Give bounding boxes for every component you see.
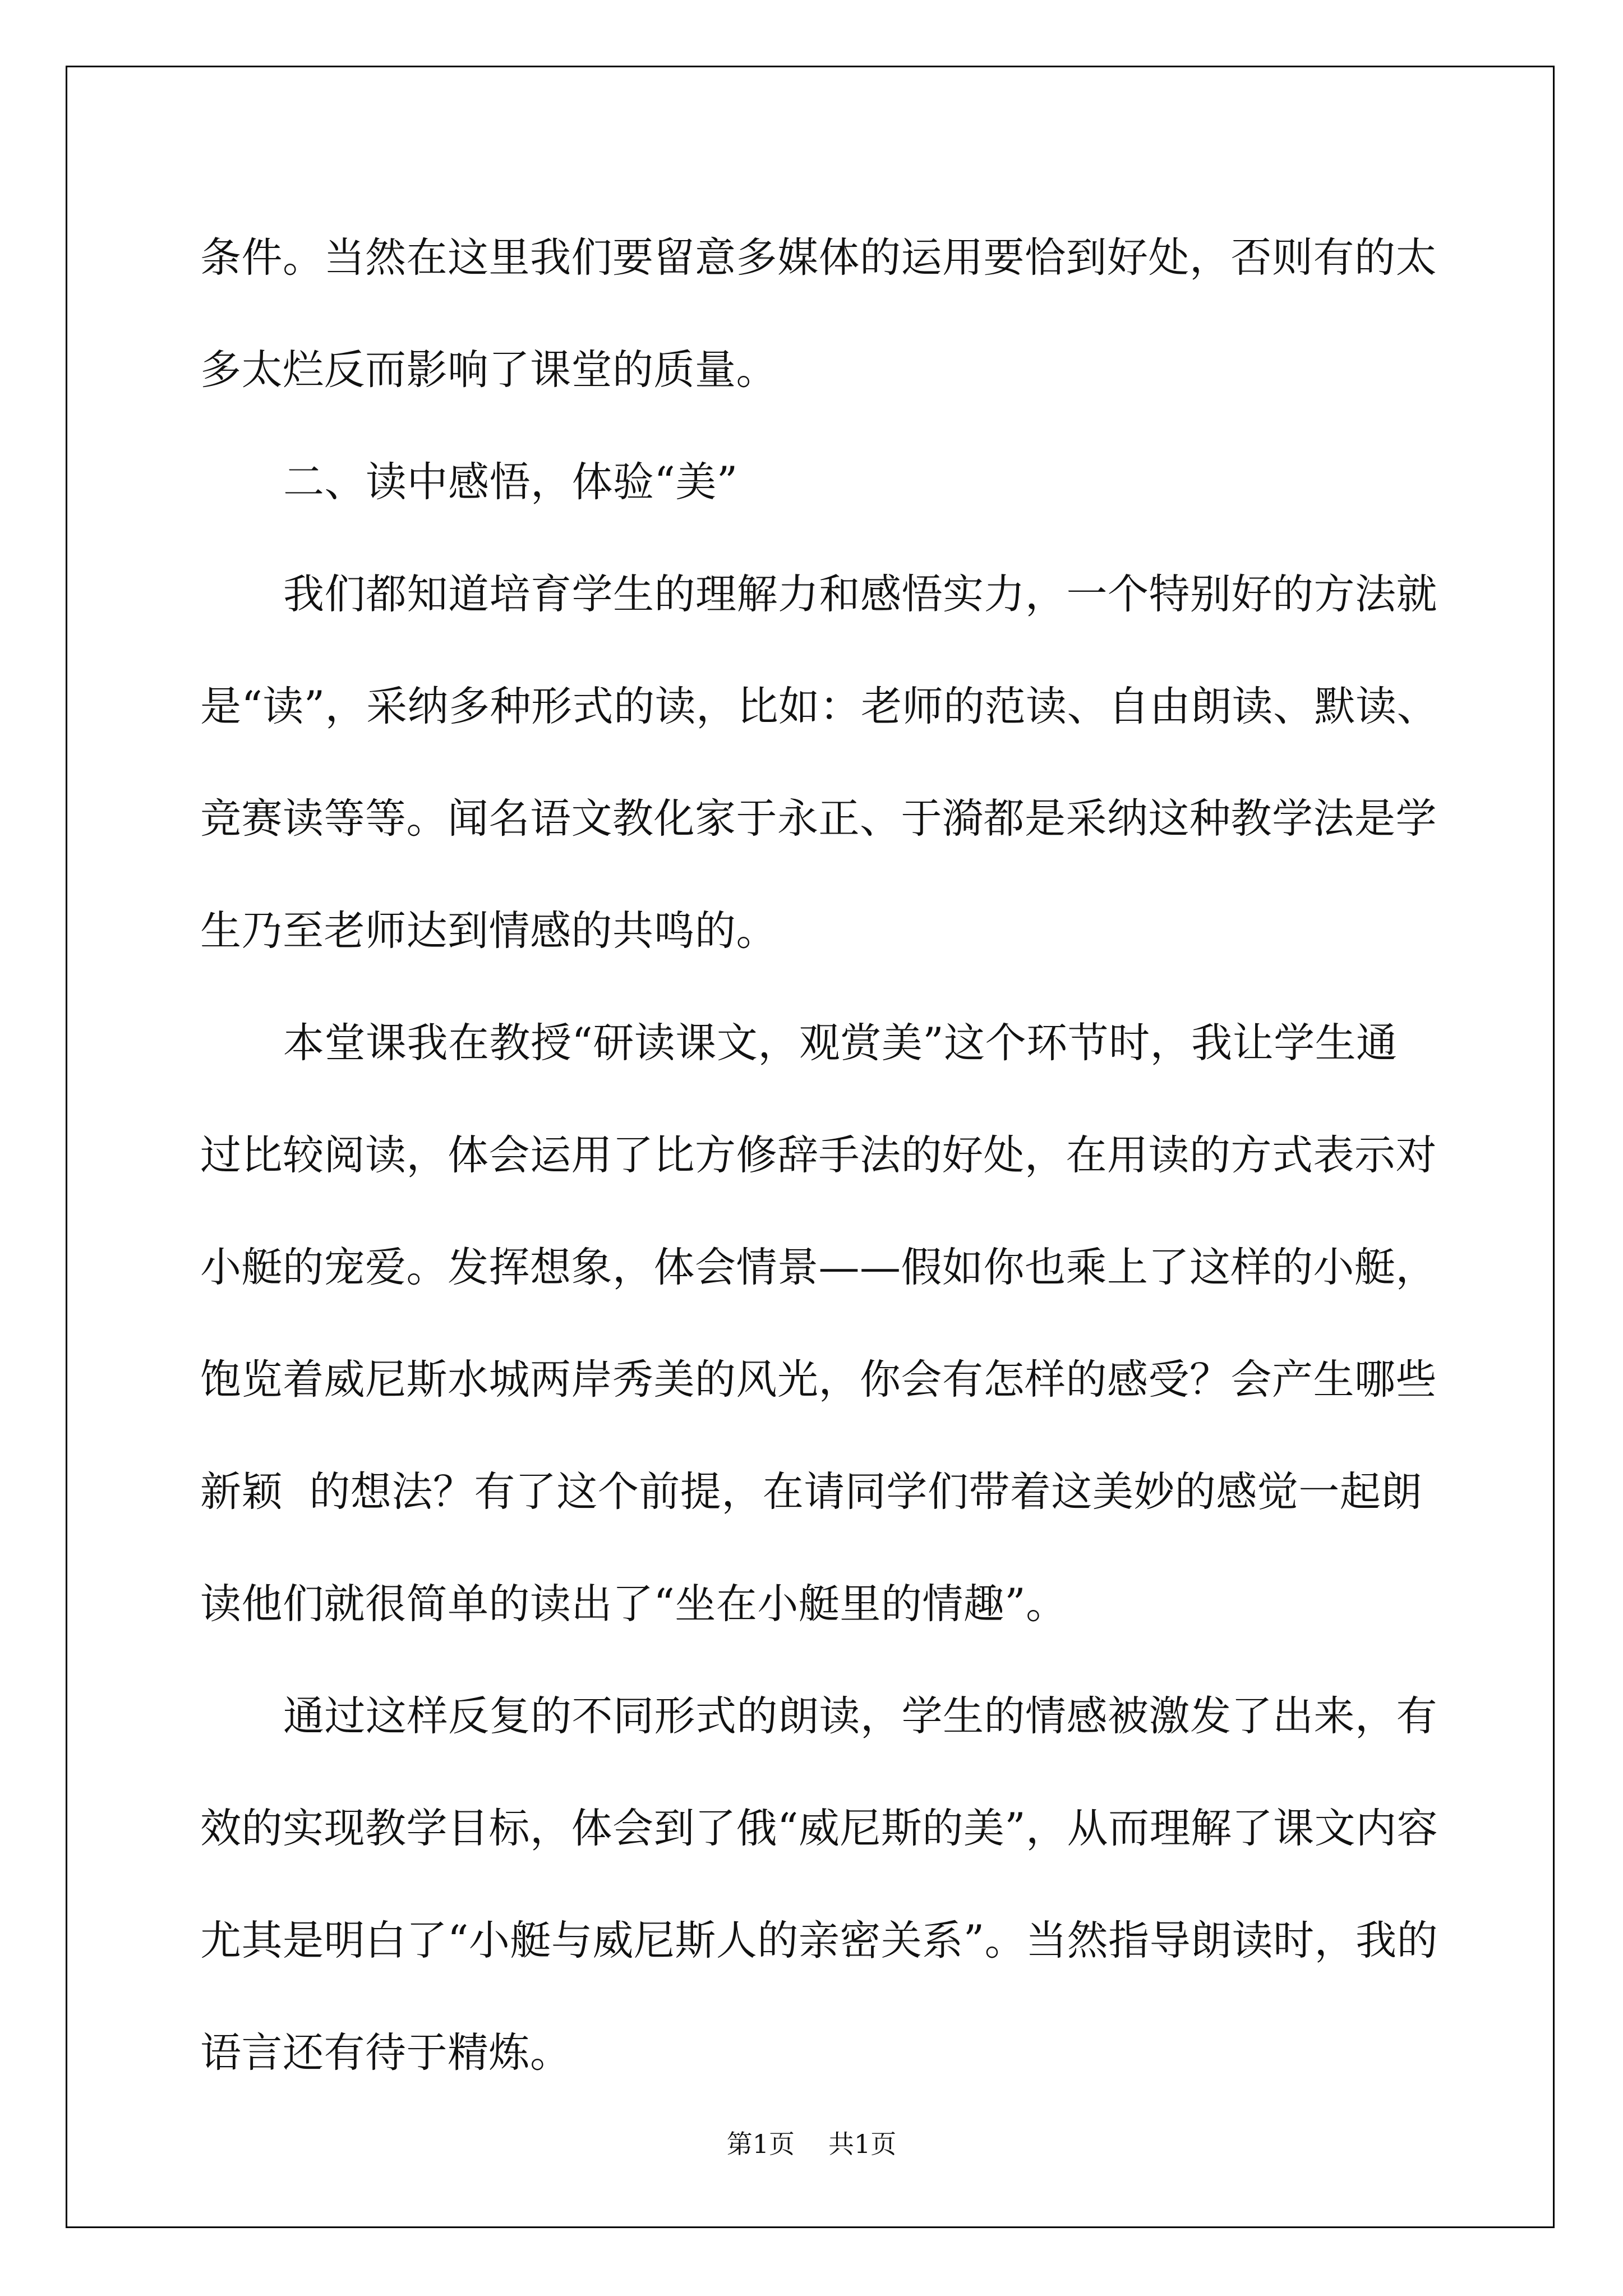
text-line-17: 语言还有待于精炼。 bbox=[200, 2029, 571, 2077]
document-body bbox=[200, 202, 1473, 2109]
text-line-8: 本堂课我在教授“研读课文，观赏美”这个环节时，我让学生通 bbox=[283, 1019, 1398, 1067]
text-line-13: 读他们就很简单的读出了“坐在小艇里的情趣”。 bbox=[200, 1580, 1067, 1628]
text-line-6: 竞赛读等等。闻名语文教化家于永正、于漪都是采纳这种教学法是学 bbox=[200, 795, 1437, 843]
section-heading: 二、读中感悟，体验“美” bbox=[283, 458, 738, 506]
text-line-15: 效的实现教学目标，体会到了俄“威尼斯的美”，从而理解了课文内容 bbox=[200, 1805, 1438, 1852]
text-line-14: 通过这样反复的不同形式的朗读，学生的情感被激发了出来，有 bbox=[283, 1692, 1437, 1740]
page-footer bbox=[0, 2127, 1623, 2161]
text-line-9: 过比较阅读，体会运用了比方修辞手法的好处，在用读的方式表示对 bbox=[200, 1131, 1437, 1179]
page-total: 共1页 bbox=[828, 2129, 897, 2159]
text-line-4: 我们都知道培育学生的理解力和感悟实力，一个特别好的方法就 bbox=[283, 570, 1437, 618]
text-line-11: 饱览着威尼斯水城两岸秀美的风光，你会有怎样的感受？会产生哪些 bbox=[200, 1356, 1437, 1404]
text-line-12: 新颖 的想法？有了这个前提，在请同学们带着这美妙的感觉一起朗 bbox=[200, 1468, 1422, 1516]
text-line-2: 多太烂反而影响了课堂的质量。 bbox=[200, 346, 777, 394]
text-line-16: 尤其是明白了“小艇与威尼斯人的亲密关系”。当然指导朗读时，我的 bbox=[200, 1917, 1438, 1964]
page-number: 第1页 bbox=[726, 2129, 795, 2159]
text-line-10: 小艇的宠爱。发挥想象，体会情景——假如你也乘上了这样的小艇， bbox=[200, 1244, 1437, 1291]
text-line-7: 生乃至老师达到情感的共鸣的。 bbox=[200, 907, 777, 955]
text-line-5: 是“读”，采纳多种形式的读，比如：老师的范读、自由朗读、默读、 bbox=[200, 683, 1438, 730]
text-line-1: 条件。当然在这里我们要留意多媒体的运用要恰到好处，否则有的太 bbox=[200, 234, 1437, 282]
